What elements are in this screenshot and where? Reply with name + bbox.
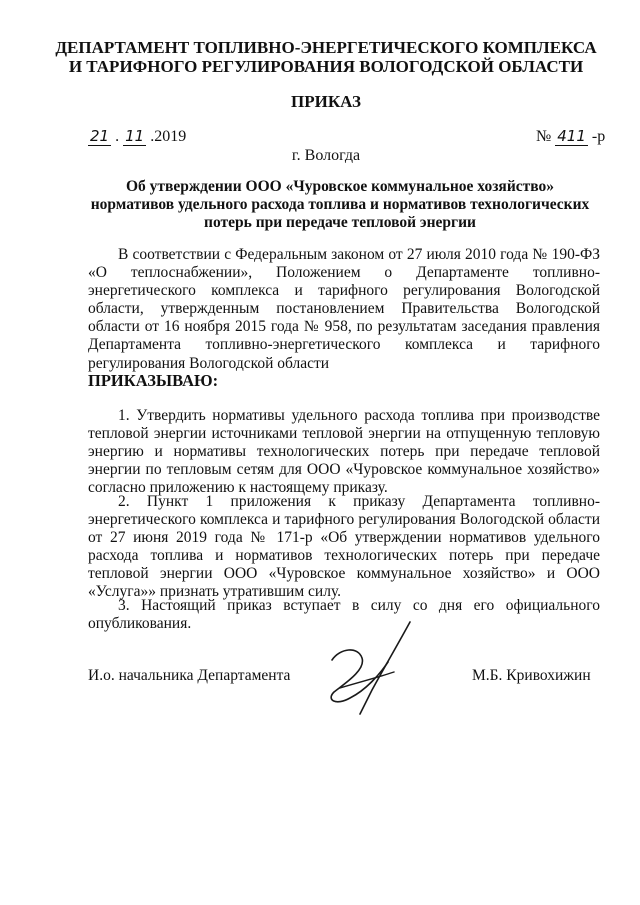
order-date: 21 . 11 .2019: [90, 127, 187, 145]
command-heading: ПРИКАЗЫВАЮ:: [88, 371, 219, 390]
date-day: 21: [90, 127, 110, 145]
date-month: 11: [125, 127, 145, 145]
intro-paragraph: В соответствии с Федеральным законом от 27 июля 2010 года № 190-ФЗ «О теплоснабжении», Положением о Департаменте топливно-энергетического комплекса и тарифного регулирования Вологодской области, утвержденным постановлением Правительства Вологодской области от 16 ноября 2015 года № 958, по результатам заседания правления Департамента топливно-энергетического комплекса и тарифного регулирования Вологодской области: [88, 246, 600, 372]
signatory-position: И.о. начальника Департамента: [88, 667, 291, 684]
document-title: Об утверждении ООО «Чуровское коммунальное хозяйство» нормативов удельного расхода топлива и нормативов технологических потерь при передаче тепловой энергии: [90, 178, 590, 231]
item-1-paragraph: 1. Утвердить нормативы удельного расхода топлива при производстве тепловой энергии источниками тепловой энергии на отпущенную тепловую энергию и нормативы технологических потерь при передаче тепловой энергии по тепловым сетям для ООО «Чуровское коммунальное хозяйство» согласно приложению к настоящему приказу.: [88, 407, 600, 497]
number-value: 411: [557, 127, 586, 145]
department-line-1: ДЕПАРТАМЕНТ ТОПЛИВНО-ЭНЕРГЕТИЧЕСКОГО КОМПЛЕКСА: [55, 38, 597, 57]
item-3-paragraph: 3. Настоящий приказ вступает в силу со дня его официального опубликования.: [88, 597, 600, 633]
order-number: [536, 127, 605, 146]
date-year: .2019: [150, 128, 187, 145]
number-suffix: -р: [591, 128, 606, 145]
department-line-2: И ТАРИФНОГО РЕГУЛИРОВАНИЯ ВОЛОГОДСКОЙ ОБЛАСТИ: [68, 57, 584, 76]
city: г. Вологда: [291, 147, 361, 164]
order-title: ПРИКАЗ: [291, 92, 361, 111]
number-sign: №: [536, 128, 552, 145]
signatory-name: М.Б. Кривохижин: [472, 667, 591, 684]
department-header: [40, 38, 612, 76]
item-2-paragraph: 2. Пункт 1 приложения к приказу Департамента топливно-энергетического комплекса и тарифного регулирования Вологодской области от 27 июня 2019 года № 171-р «Об утверждении нормативов удельного расхода топлива и нормативов технологических потерь при передаче тепловой энергии ООО «Чуровское коммунальное хозяйство» и ООО «Услуга»» признать утратившим силу.: [88, 493, 600, 601]
handwritten-signature: [314, 618, 424, 718]
